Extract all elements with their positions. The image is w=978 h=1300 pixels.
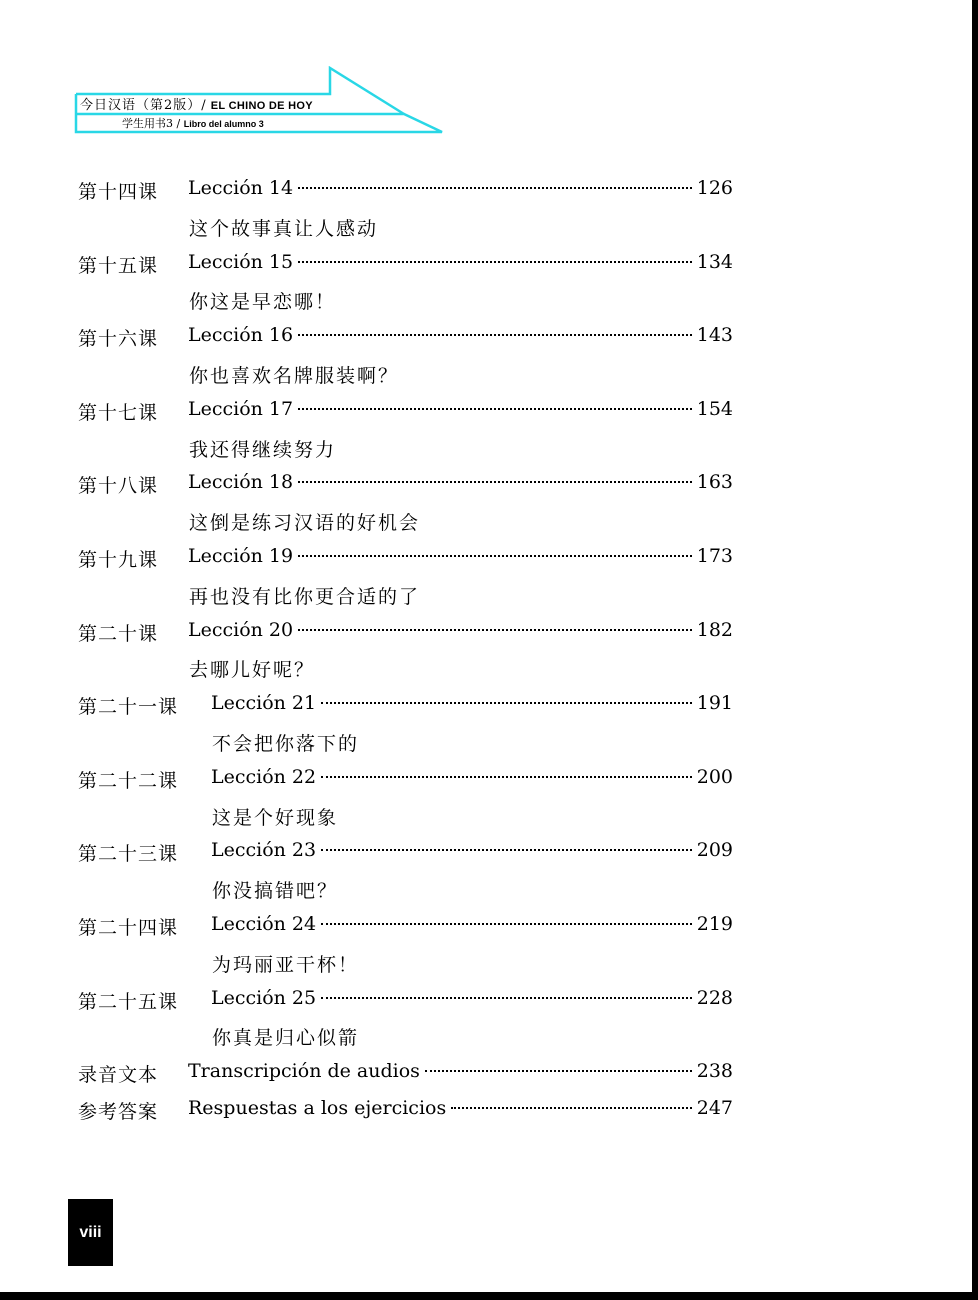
toc-entry[interactable]: [78, 982, 733, 1019]
toc-lesson-number: 第十八课: [78, 475, 159, 498]
toc-lesson-number: 第十六课: [78, 328, 159, 351]
book-subtitle: [122, 115, 264, 131]
toc-dot-leader: [321, 923, 692, 925]
book-title: [80, 94, 313, 113]
toc-dot-leader: [321, 702, 692, 704]
table-of-contents: [78, 172, 733, 1129]
toc-entry-subtitle-row: [78, 282, 733, 319]
toc-page-number: 247: [696, 1096, 733, 1119]
page-number: viii: [79, 1223, 102, 1241]
toc-lesson-subtitle: 再也没有比你更合适的了: [189, 585, 421, 608]
toc-lesson-number: 参考答案: [78, 1100, 159, 1123]
toc-dot-leader: [298, 261, 692, 263]
toc-lesson-title: Lección 20: [188, 618, 294, 641]
toc-entry[interactable]: [78, 1092, 733, 1129]
toc-entry[interactable]: [78, 466, 733, 503]
toc-page-number: 173: [696, 544, 733, 567]
toc-entry[interactable]: [78, 834, 733, 871]
toc-entry-line: [188, 251, 733, 273]
toc-lesson-title: Lección 14: [188, 177, 294, 199]
toc-lesson-subtitle: 你也喜欢名牌服装啊？: [189, 364, 400, 387]
toc-lesson-title: Lección 21: [211, 692, 317, 715]
toc-lesson-subtitle: 去哪儿好呢？: [189, 659, 316, 682]
toc-entry-subtitle-row: [78, 650, 733, 687]
toc-lesson-title: Transcripción de audios: [188, 1060, 420, 1083]
toc-lesson-subtitle: 我还得继续努力: [189, 438, 337, 461]
toc-entry-line: [188, 471, 733, 493]
toc-entry-subtitle-row: [78, 430, 733, 467]
toc-entry[interactable]: [78, 319, 733, 356]
toc-lesson-number: 第十七课: [78, 401, 159, 424]
toc-dot-leader: [298, 187, 692, 189]
toc-lesson-title: Lección 19: [188, 544, 294, 567]
toc-entry-line: [188, 177, 733, 199]
toc-lesson-subtitle: 你没搞错吧？: [212, 880, 339, 903]
toc-lesson-title: Lección 17: [188, 397, 294, 420]
toc-dot-leader: [298, 481, 692, 483]
toc-lesson-title: Lección 16: [188, 324, 294, 347]
book-subtitle-en: Libro del alumno 3: [183, 119, 264, 129]
toc-page-number: 228: [696, 986, 733, 1009]
book-title-en: EL CHINO DE HOY: [210, 100, 313, 112]
toc-entry[interactable]: [78, 540, 733, 577]
toc-lesson-subtitle: 你这是早恋哪！: [189, 291, 337, 314]
toc-dot-leader: [321, 776, 692, 778]
toc-page-number: 154: [696, 397, 733, 420]
toc-lesson-number: 第十九课: [78, 548, 159, 571]
toc-lesson-title: Lección 18: [188, 471, 294, 494]
toc-page-number: 163: [696, 471, 733, 494]
toc-entry-subtitle-row: [78, 577, 733, 614]
toc-page-number: 200: [696, 765, 733, 788]
toc-entry-subtitle-row: [78, 798, 733, 835]
toc-page-number: 182: [696, 618, 733, 641]
toc-entry[interactable]: [78, 687, 733, 724]
toc-lesson-title: Respuestas a los ejercicios: [188, 1096, 447, 1119]
toc-entry-line: [188, 545, 733, 567]
toc-dot-leader: [298, 629, 692, 631]
toc-page-number: 191: [696, 692, 733, 715]
toc-page-number: 143: [696, 324, 733, 347]
toc-lesson-number: 第二十一课: [78, 696, 179, 719]
toc-entry-line: [211, 913, 733, 935]
toc-page-number: 134: [696, 250, 733, 273]
book-subtitle-zh: 学生用书3 /: [122, 117, 181, 130]
toc-page-number: 126: [696, 177, 733, 199]
toc-entry-subtitle-row: [78, 209, 733, 246]
toc-dot-leader: [298, 408, 692, 410]
toc-lesson-number: 第十五课: [78, 254, 159, 277]
toc-entry-subtitle-row: [78, 871, 733, 908]
toc-lesson-number: 第二十课: [78, 622, 159, 645]
toc-dot-leader: [298, 555, 692, 557]
toc-dot-leader: [321, 849, 692, 851]
page-number-badge: [68, 1199, 113, 1266]
toc-dot-leader: [321, 997, 692, 999]
toc-dot-leader: [425, 1070, 692, 1072]
toc-entry-line: [211, 692, 733, 714]
toc-entry-subtitle-row: [78, 1018, 733, 1055]
toc-lesson-title: Lección 23: [211, 839, 317, 862]
toc-page-number: 238: [696, 1060, 733, 1083]
toc-entry-line: [211, 839, 733, 861]
toc-entry-line: [211, 766, 733, 788]
toc-lesson-number: 第二十三课: [78, 843, 179, 866]
toc-lesson-subtitle: 为玛丽亚干杯！: [212, 953, 360, 976]
toc-entry-line: [188, 324, 733, 346]
toc-lesson-subtitle: 不会把你落下的: [212, 732, 360, 755]
toc-lesson-title: Lección 22: [211, 765, 317, 788]
toc-entry-line: [211, 987, 733, 1009]
toc-entry[interactable]: [78, 393, 733, 430]
toc-entry[interactable]: [78, 246, 733, 283]
toc-page-number: 219: [696, 912, 733, 935]
toc-lesson-title: Lección 25: [211, 986, 317, 1009]
toc-entry-line: [188, 398, 733, 420]
toc-entry-line: [188, 1097, 733, 1119]
book-title-zh: 今日汉语（第2版）/: [80, 98, 207, 113]
toc-entry[interactable]: [78, 1055, 733, 1092]
toc-entry[interactable]: [78, 614, 733, 651]
toc-page-number: 209: [696, 839, 733, 862]
toc-dot-leader: [298, 334, 692, 336]
toc-entry-subtitle-row: [78, 945, 733, 982]
toc-lesson-number: 第十四课: [78, 181, 159, 203]
toc-entry[interactable]: [78, 761, 733, 798]
toc-entry[interactable]: [78, 172, 733, 209]
toc-lesson-subtitle: 这是个好现象: [212, 806, 339, 829]
toc-dot-leader: [451, 1107, 692, 1109]
toc-entry-subtitle-row: [78, 503, 733, 540]
toc-lesson-number: 第二十四课: [78, 916, 179, 939]
toc-entry[interactable]: [78, 908, 733, 945]
toc-lesson-subtitle: 这个故事真让人感动: [189, 217, 379, 240]
toc-lesson-number: 录音文本: [78, 1064, 159, 1087]
toc-lesson-subtitle: 这倒是练习汉语的好机会: [189, 512, 421, 535]
toc-lesson-subtitle: 你真是归心似箭: [212, 1027, 360, 1050]
toc-lesson-title: Lección 24: [211, 912, 317, 935]
toc-lesson-number: 第二十五课: [78, 990, 179, 1013]
toc-lesson-title: Lección 15: [188, 250, 294, 273]
toc-lesson-number: 第二十二课: [78, 769, 179, 792]
toc-entry-subtitle-row: [78, 724, 733, 761]
toc-entry-subtitle-row: [78, 356, 733, 393]
toc-entry-line: [188, 1060, 733, 1082]
toc-entry-line: [188, 619, 733, 641]
